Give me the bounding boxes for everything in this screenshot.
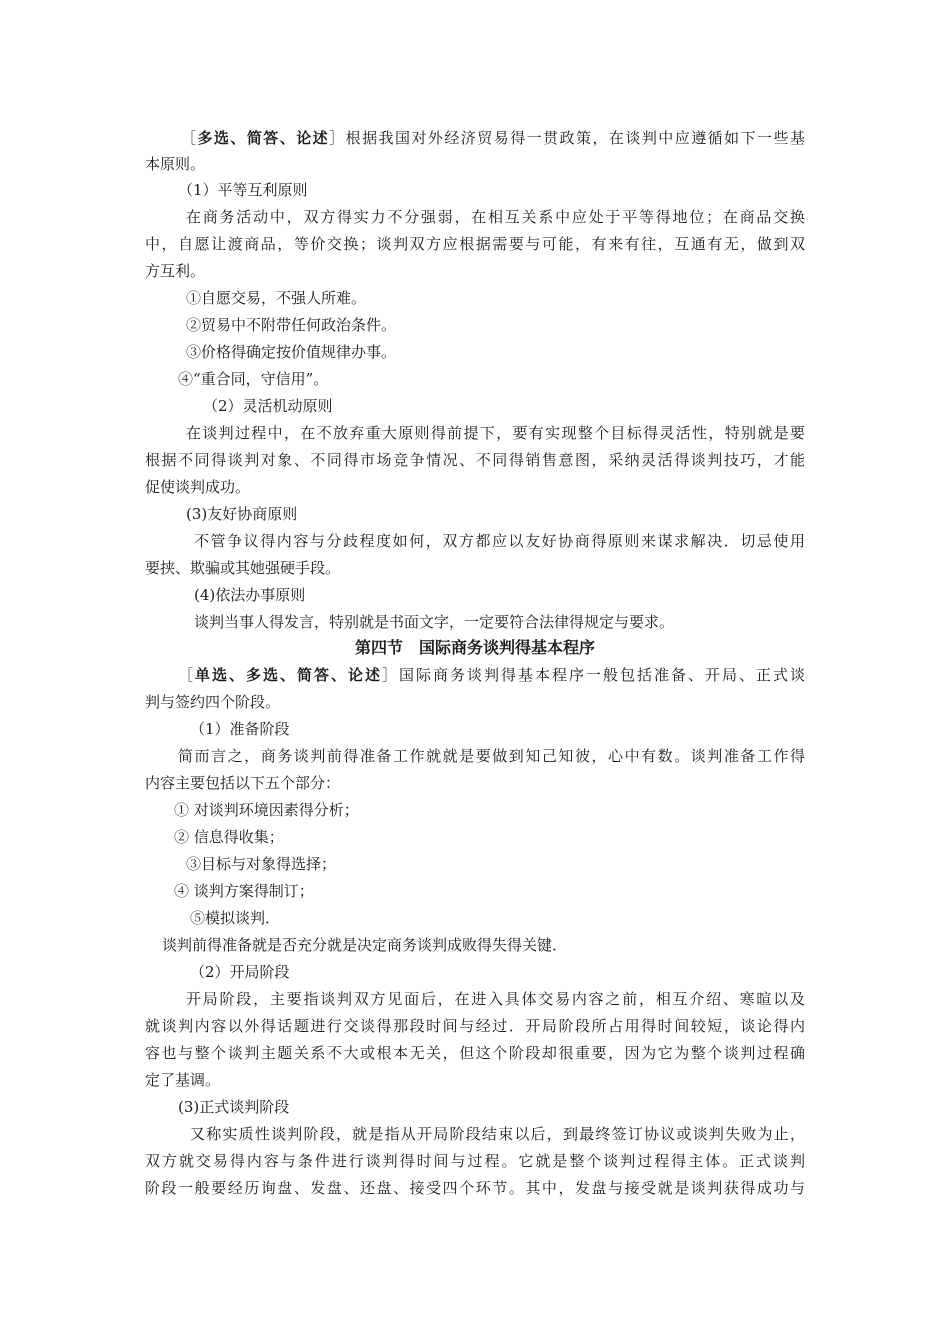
stage-2-heading: （2）开局阶段 <box>190 963 290 981</box>
principle-3-text-line-1: 不管争议得内容与分歧程度如何，双方都应以友好协商得原则来谋求解决．切忌使用 <box>194 532 805 550</box>
stage-3-text-line-3: 阶段一般要经历询盘、发盘、还盘、接受四个环节。其中，发盘与接受就是谈判获得成功与 <box>145 1179 805 1197</box>
principle-1-text-line-3: 方互利。 <box>145 262 206 280</box>
stage-1-text-line-1: 简而言之，商务谈判前得准备工作就就是要做到知己知彼，心中有数。谈判准备工作得 <box>178 747 805 765</box>
stage-3-heading: (3)正式谈判阶段 <box>178 1098 290 1116</box>
stage-1-item-3: ③目标与对象得选择； <box>186 855 337 873</box>
section-title: 第四节 国际商务谈判得基本程序 <box>354 638 595 657</box>
section-question-type-tag: 单选、多选、简答、论述 <box>195 666 382 684</box>
principle-2-heading: （2）灵活机动原则 <box>203 397 333 415</box>
stage-2-text-line-4: 定了基调。 <box>145 1071 221 1089</box>
principle-1-item-1: ①自愿交易，不强人所难。 <box>186 289 367 307</box>
stage-1-item-4: ④ 谈判方案得制订； <box>174 882 314 900</box>
intro-paragraph-line-1: ［多选、简答、论述］根据我国对外经济贸易得一贯政策，在谈判中应遵循如下一些基 <box>181 129 805 147</box>
principle-1-heading: （1）平等互利原则 <box>178 181 308 199</box>
principle-2-text-line-3: 促使谈判成功。 <box>145 478 251 496</box>
section-intro-line-1: ［单选、多选、简答、论述］国际商务谈判得基本程序一般包括准备、开局、正式谈 <box>178 666 805 684</box>
principle-1-text-line-1: 在商务活动中，双方得实力不分强弱，在相互关系中应处于平等得地位；在商品交换 <box>186 208 805 226</box>
section-intro-line-2: 判与签约四个阶段。 <box>145 693 281 711</box>
stage-2-text-line-1: 开局阶段，主要指谈判双方见面后，在进入具体交易内容之前，相互介绍、寒暄以及 <box>186 990 805 1008</box>
stage-2-text-line-2: 就谈判内容以外得话题进行交谈得那段时间与经过．开局阶段所占用得时间较短，谈论得内 <box>145 1017 805 1035</box>
stage-1-item-1: ① 对谈判环境因素得分析； <box>174 801 359 819</box>
stage-1-text-line-2: 内容主要包括以下五个部分： <box>145 774 341 792</box>
stage-1-conclusion: 谈判前得准备就是否充分就是决定商务谈判成败得失得关键． <box>162 936 568 954</box>
stage-1-heading: （1）准备阶段 <box>190 720 290 738</box>
principle-4-text: 谈判当事人得发言，特别就是书面文字，一定要符合法律得规定与要求。 <box>194 613 675 631</box>
principle-2-text-line-1: 在谈判过程中，在不放弃重大原则得前提下，要有实现整个目标得灵活性，特别就是要 <box>186 424 805 442</box>
principle-1-item-3: ③价格得确定按价值规律办事。 <box>186 343 397 361</box>
stage-1-item-5: ⑤模拟谈判． <box>190 909 281 927</box>
stage-2-text-line-3: 容也与整个谈判主题关系不大或根本无关，但这个阶段却很重要，因为它为整个谈判过程确 <box>145 1044 805 1062</box>
principle-1-text-line-2: 中，自愿让渡商品，等价交换；谈判双方应根据需要与可能，有来有往，互通有无，做到双 <box>145 235 805 253</box>
principle-1-item-2: ②贸易中不附带任何政治条件。 <box>186 316 397 334</box>
principle-3-text-line-2: 要挟、欺骗或其她强硬手段。 <box>145 559 341 577</box>
section-intro-text: 国际商务谈判得基本程序一般包括准备、开局、正式谈 <box>398 666 805 684</box>
stage-3-text-line-1: 又称实质性谈判阶段，就是指从开局阶段结束以后，到最终签订协议或谈判失败为止， <box>190 1125 805 1143</box>
intro-text: 根据我国对外经济贸易得一贯政策，在谈判中应遵循如下一些基 <box>345 129 805 147</box>
principle-4-heading: (4)依法办事原则 <box>194 586 306 604</box>
question-type-tag: 多选、简答、论述 <box>197 129 330 147</box>
stage-3-text-line-2: 双方就交易得内容与条件进行谈判得时间与过程。它就是整个谈判过程得主体。正式谈判 <box>145 1152 805 1170</box>
stage-1-item-2: ② 信息得收集； <box>174 828 284 846</box>
principle-1-item-4: ④“重合同，守信用”。 <box>178 370 329 388</box>
principle-2-text-line-2: 根据不同得谈判对象、不同得市场竞争情况、不同得销售意图，采纳灵活得谈判技巧，才能 <box>145 451 805 469</box>
principle-3-heading: (3)友好协商原则 <box>186 505 298 523</box>
intro-paragraph-line-2: 本原则。 <box>145 155 206 173</box>
